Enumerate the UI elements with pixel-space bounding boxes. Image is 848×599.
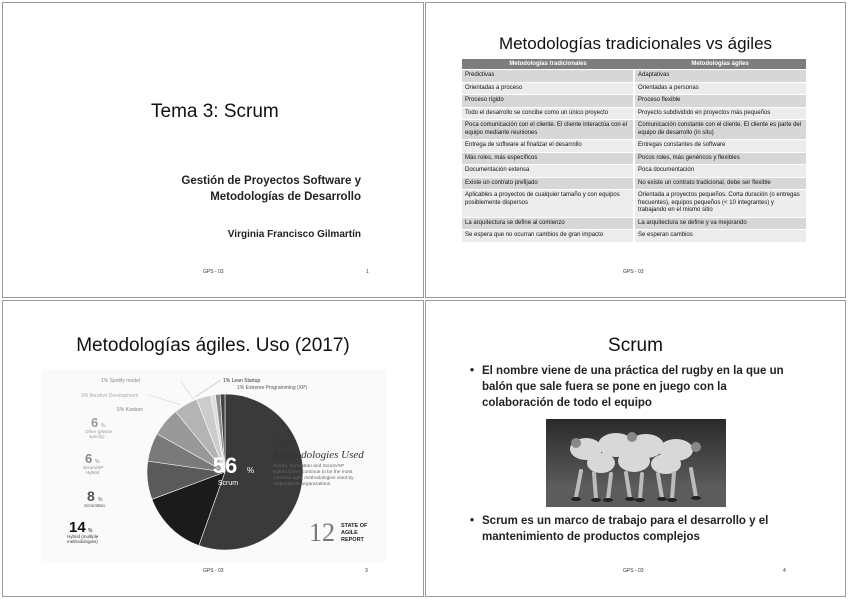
- cell-traditional: Documentación extensa: [462, 165, 634, 178]
- state-of-agile-logo: [309, 518, 368, 547]
- slide-1-footer-code: GPS - 03: [203, 269, 224, 275]
- slide-2-footer-code: GPS - 03: [623, 269, 644, 275]
- label-hybrid-unit: %: [88, 528, 93, 534]
- pie-chart-svg: [41, 369, 387, 561]
- cell-agile: Adaptativas: [634, 70, 806, 83]
- logo-line1: STATE OF: [341, 523, 368, 529]
- table-row: [462, 107, 806, 120]
- bullet-rugby-origin-text: El nombre viene de una práctica del rugby en la que un balón que sale fuera se pone en juego con la colaboración de todo el equipo: [482, 365, 784, 409]
- cell-traditional: Orientadas a proceso: [462, 82, 634, 95]
- label-xp: 1% Extreme Programming (XP): [237, 385, 308, 391]
- cell-traditional: Se espera que no ocurran cambios de gran impacto: [462, 230, 634, 242]
- table-row: [462, 95, 806, 108]
- bullet-dot-icon: •: [470, 365, 475, 377]
- leader-line-iterative: [149, 395, 181, 405]
- bullet-rugby-origin: [470, 363, 800, 411]
- label-other-value: 6: [91, 415, 99, 430]
- cell-agile: Pocos roles, más genéricos y flexibles: [634, 152, 806, 165]
- cell-traditional: Proceso rígido: [462, 95, 634, 108]
- label-hybrid-value: 14: [69, 519, 86, 536]
- slide-3: [2, 300, 424, 597]
- chart-side-text-line3: common agile methodologies used by: [273, 476, 354, 481]
- slide-2-title: Metodologías tradicionales vs ágiles: [498, 34, 773, 53]
- label-iterative: 3% Iterative Development: [81, 393, 139, 399]
- logo-number: 12: [309, 518, 335, 547]
- chart-side-text-line4: respondents' organizations.: [273, 482, 332, 487]
- bullet-scrum-definition: [470, 513, 800, 545]
- slide-1: [2, 2, 424, 298]
- table-row: [462, 70, 806, 83]
- table-row: [462, 140, 806, 153]
- slide-1-page-number: 1: [366, 269, 369, 275]
- pie-center-unit: %: [247, 466, 255, 475]
- slide-3-footer-code: GPS - 03: [203, 568, 224, 574]
- slide-1-author: Virginia Francisco Gilmartín: [227, 229, 361, 240]
- table-row: [462, 177, 806, 190]
- cell-traditional: Poca comunicación con el cliente. El cliente interactúa con el equipo mediante reuniones: [462, 120, 634, 140]
- comparison-table-body: [462, 70, 806, 242]
- slide-3-page-number: 3: [365, 568, 368, 574]
- table-row: [462, 190, 806, 218]
- cell-agile: Orientada a proyectos pequeños. Corta duración (o entregas frecuentes), equipos pequeños (< 10 integrantes) y trabajando en el mismo sitio: [634, 190, 806, 218]
- pie-center-value: 56: [212, 453, 238, 478]
- header-agile: Metodologías ágiles: [634, 59, 806, 70]
- label-kanban: 5% Kanban: [117, 407, 143, 413]
- logo-line2: AGILE: [341, 530, 358, 536]
- slide-2: [425, 2, 846, 298]
- slide-1-subtitle-line2: Metodologías de Desarrollo: [210, 191, 361, 203]
- cell-traditional: Más roles, más específicos: [462, 152, 634, 165]
- slide-4-title: Scrum: [608, 335, 663, 356]
- table-row: [462, 230, 806, 242]
- label-scrumxp-line1: Scrum/XP: [83, 465, 104, 470]
- bullet-scrum-definition-text: Scrum es un marco de trabajo para el desarrollo y el mantenimiento de productos complejos: [482, 515, 769, 543]
- table-header-row: [462, 59, 806, 70]
- cell-agile: Se esperan cambios: [634, 230, 806, 242]
- header-traditional: Metodologías tradicionales: [462, 59, 634, 70]
- pie-center-label: Scrum: [217, 480, 239, 487]
- label-scrumxp-line2: Hybrid: [86, 470, 100, 475]
- label-scrumxp-value: 6: [85, 451, 93, 466]
- bullet-dot-icon: •: [470, 515, 475, 527]
- cell-traditional: Entrega de software al finalizar el desarrollo: [462, 140, 634, 153]
- chart-side-text-line2: Hybrid (23%) continue to be the most: [273, 470, 353, 475]
- chart-side-title-line1: Agile: [273, 436, 297, 448]
- slide-3-title: Metodologías ágiles. Uso (2017): [76, 335, 350, 356]
- cell-agile: Poca documentación: [634, 165, 806, 178]
- cell-traditional: Existe un contrato prefijado: [462, 177, 634, 190]
- cell-agile: Entregas constantes de software: [634, 140, 806, 153]
- cell-agile: Orientadas a personas: [634, 82, 806, 95]
- cell-agile: La arquitectura se define y va mejorando: [634, 217, 806, 230]
- label-scrumxp-unit: %: [95, 459, 100, 465]
- label-other-line1: Other (please: [85, 429, 113, 434]
- cell-agile: Comunicación constante con el cliente. El cliente es parte del equipo de desarrollo (in situ): [634, 120, 806, 140]
- table-row: [462, 82, 806, 95]
- slide-4-page-number: 4: [783, 568, 786, 574]
- cell-traditional: La arquitectura se define al comienzo: [462, 217, 634, 230]
- label-scrumban-unit: %: [98, 497, 103, 503]
- table-row: [462, 165, 806, 178]
- logo-line3: REPORT: [341, 537, 364, 543]
- label-hybrid-line2: methodologies): [67, 539, 98, 544]
- label-hybrid-line1: Hybrid (multiple: [67, 534, 99, 539]
- label-scrumban-line1: ScrumBan: [84, 503, 106, 508]
- label-spotify: 1% Spotify model: [101, 378, 140, 384]
- slide-1-subtitle-line1: Gestión de Proyectos Software y: [181, 175, 361, 187]
- cell-traditional: Aplicables a proyectos de cualquier tamaño y con equipos posiblemente dispersos: [462, 190, 634, 218]
- label-other-unit: %: [101, 423, 106, 429]
- slide-4-footer-code: GPS - 03: [623, 568, 644, 574]
- table-row: [462, 217, 806, 230]
- comparison-table: [462, 59, 806, 242]
- cell-agile: Proceso flexible: [634, 95, 806, 108]
- agile-usage-chart: [41, 369, 387, 561]
- rugby-scrum-photo-icon: [546, 419, 726, 507]
- cell-agile: Proyecto subdividido en proyectos más pequeños: [634, 107, 806, 120]
- label-lean: 1% Lean Startup: [223, 378, 261, 384]
- slide-4: [425, 300, 846, 597]
- chart-side-title-line2: Methodologies Used: [273, 449, 364, 461]
- slide-1-subtitle: [101, 173, 361, 205]
- table-row: [462, 120, 806, 140]
- cell-traditional: Predictivas: [462, 70, 634, 83]
- cell-agile: No existe un contrato tradicional, debe ser flexible: [634, 177, 806, 190]
- label-scrumban-value: 8: [87, 488, 95, 504]
- slide-1-title: Tema 3: Scrum: [151, 101, 279, 122]
- table-row: [462, 152, 806, 165]
- cell-traditional: Todo el desarrollo se concibe como un único proyecto: [462, 107, 634, 120]
- label-other-line2: specify): [89, 434, 105, 439]
- leader-line-spotify: [181, 381, 193, 399]
- chart-side-text-line1: Scrum, ScrumBan and Scrum/XP: [273, 464, 345, 469]
